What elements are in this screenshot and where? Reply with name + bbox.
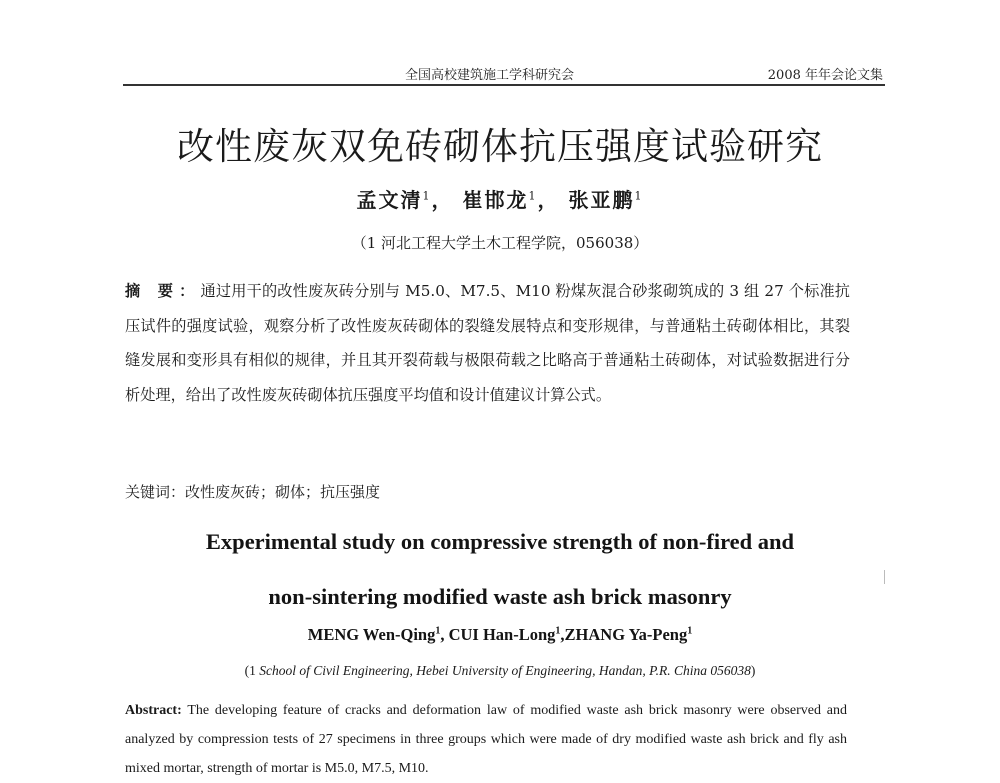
english-abstract-text: The developing feature of cracks and deformation law of modified waste ash brick masonry were observed and analyzed by compression tests of 27 specimens in three groups which were made of dry modified waste ash brick and fly ash mixed mortar, strength of mortar is M5.0, M7.5, M10.	[125, 703, 847, 776]
affiliation-text: School of Civil Engineering, Hebei University of Engineering, Handan, P.R. China 056038	[259, 663, 751, 678]
english-affiliation	[0, 663, 1000, 679]
chinese-affiliation: （1 河北工程大学土木工程学院，056038）	[351, 234, 649, 252]
chinese-abstract	[125, 274, 850, 412]
running-header	[123, 62, 885, 82]
chinese-authors	[0, 184, 1000, 213]
chinese-abstract-text: 通过用干的改性废灰砖分别与 M5.0、M7.5、M10 粉煤灰混合砂浆砌筑成的 3 组 27 个标准抗压试件的强度试验，观察分析了改性废灰砖砌体的裂缝发展特点和变形规律，与普通粘土砖砌体相比，其裂缝发展和变形具有相似的规律，并且其开裂荷载与极限荷载之比略高于普通粘土砖砌体，对试验数据进行分析处理，给出了改性废灰砖砌体抗压强度平均值和设计值建议计算公式。	[125, 282, 850, 404]
author-separator: ，	[431, 188, 454, 212]
author-separator: ,	[560, 625, 565, 644]
chinese-title: 改性废灰双免砖砌体抗压强度试验研究	[177, 125, 823, 168]
chinese-keywords	[125, 481, 850, 502]
chinese-keywords-label: 关键词：	[125, 483, 186, 501]
author-affil-mark: 1	[528, 189, 538, 203]
author-affil-mark: 1	[634, 189, 644, 203]
scan-artifact	[884, 570, 885, 584]
header-rule	[123, 84, 885, 86]
author-separator: ,	[440, 625, 449, 644]
chinese-abstract-label: 摘 要：	[125, 282, 201, 300]
author-affil-mark: 1	[435, 625, 441, 637]
author-name: MENG Wen-Qing	[307, 625, 436, 644]
author-name: CUI Han-Long	[448, 625, 556, 644]
author-name: 孟文清	[356, 188, 423, 212]
english-abstract	[125, 696, 847, 783]
author-separator: ，	[537, 188, 560, 212]
header-conference: 全国高校建筑施工学科研究会	[405, 68, 575, 83]
english-title-line-2: non-sintering modified waste ash brick masonry	[268, 584, 732, 609]
author-name: 崔邯龙	[462, 188, 529, 212]
english-abstract-label: Abstract:	[125, 703, 182, 718]
author-affil-mark: 1	[687, 625, 693, 637]
english-authors	[0, 625, 1000, 645]
affiliation-suffix: )	[750, 663, 756, 678]
author-affil-mark: 1	[422, 189, 432, 203]
author-name: 张亚鹏	[568, 188, 635, 212]
author-name: ZHANG Ya-Peng	[564, 625, 688, 644]
header-year: 2008 年年会论文集	[767, 68, 883, 83]
chinese-keywords-text: 改性废灰砖；砌体；抗压强度	[185, 483, 381, 501]
author-affil-mark: 1	[555, 625, 561, 637]
english-title-line-1: Experimental study on compressive strength of non-fired and	[205, 529, 795, 554]
affiliation-prefix: (1	[244, 663, 260, 678]
